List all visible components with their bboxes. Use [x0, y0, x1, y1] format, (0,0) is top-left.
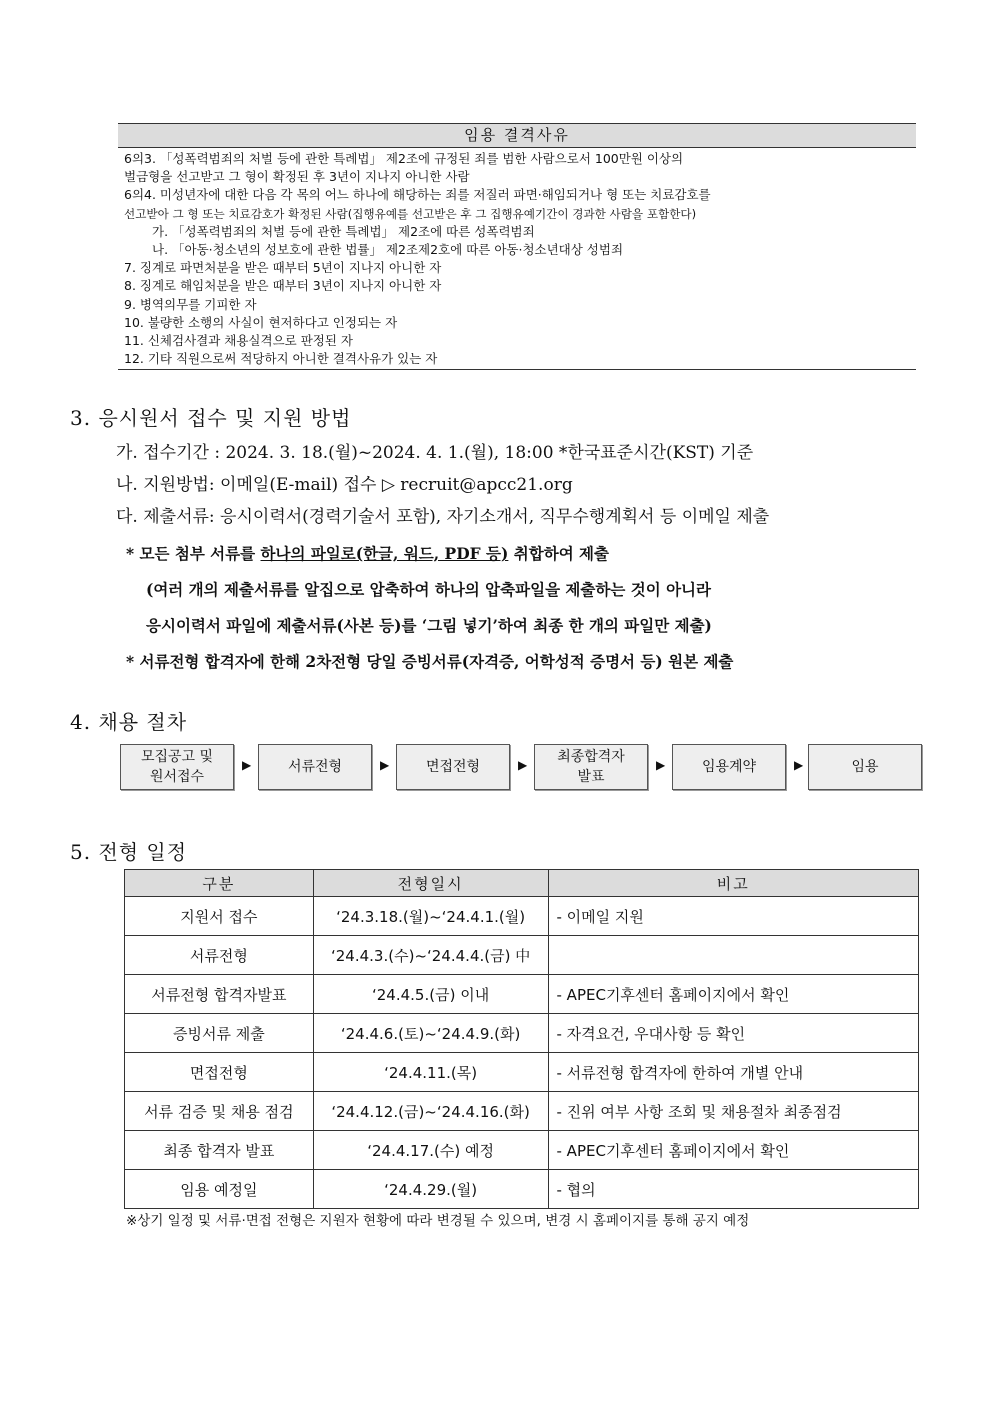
table-row — [125, 1053, 919, 1092]
date-cell: ‘24.4.12.(금)~‘24.4.16.(화) — [313, 1092, 548, 1131]
table-header-row — [125, 870, 919, 897]
disqualification-box — [118, 123, 916, 370]
required-documents: 다. 제출서류: 응시이력서(경력기술서 포함), 자기소개서, 직무수행계획서 등 이메일 제출 — [116, 507, 770, 527]
disqualification-line: 가. 「성폭력범죄의 처벌 등에 관한 특례법」 제2조에 따른 성폭력범죄 — [152, 223, 535, 239]
remark-cell: - 서류전형 합격자에 한하여 개별 안내 — [548, 1053, 919, 1092]
process-step: 모집공고 및 원서접수 — [120, 744, 234, 790]
remark-cell: - 협의 — [548, 1170, 919, 1209]
table-row — [125, 975, 919, 1014]
disqualification-line: 선고받아 그 형 또는 치료감호가 확정된 사람(집행유예를 선고받은 후 그 집행유예기간이 경과한 사람을 포함한다) — [124, 206, 697, 221]
column-header: 비고 — [548, 870, 919, 897]
remark-cell: - 자격요건, 우대사항 등 확인 — [548, 1014, 919, 1053]
submission-note-1: * 모든 첨부 서류를 하나의 파일로(한글, 워드, PDF 등) 취합하여 제출 — [126, 544, 610, 563]
submission-note-2: (여러 개의 제출서류를 알집으로 압축하여 하나의 압축파일을 제출하는 것이 아니라 — [146, 580, 711, 599]
table-row — [125, 1092, 919, 1131]
remark-cell: - APEC기후센터 홈페이지에서 확인 — [548, 1131, 919, 1170]
schedule-footnote: ※상기 일정 및 서류·면접 전형은 지원자 현황에 따라 변경될 수 있으며, 변경 시 홈페이지를 통해 공지 예정 — [126, 1213, 750, 1229]
submission-note-3: 응시이력서 파일에 제출서류(사본 등)를 ‘그림 넣기’하여 최종 한 개의 파일만 제출) — [146, 616, 712, 635]
section4-title: 4. 채용 절차 — [70, 710, 188, 734]
table-row — [125, 936, 919, 975]
submission-note-4: * 서류전형 합격자에 한해 2차전형 당일 증빙서류(자격증, 어학성적 증명서 등) 원본 제출 — [126, 652, 734, 671]
date-cell: ‘24.4.17.(수) 예정 — [313, 1131, 548, 1170]
disqualification-line: 9. 병역의무를 기피한 자 — [124, 296, 257, 312]
process-step: 면접전형 — [396, 744, 510, 790]
table-row — [125, 897, 919, 936]
process-step: 최종합격자 발표 — [534, 744, 648, 790]
remark-cell — [548, 936, 919, 975]
stage-cell: 최종 합격자 발표 — [125, 1131, 314, 1170]
date-cell: ‘24.4.29.(월) — [313, 1170, 548, 1209]
disqualification-list — [118, 148, 916, 369]
process-step: 임용 — [808, 744, 922, 790]
process-step: 임용계약 — [672, 744, 786, 790]
application-period: 가. 접수기간 : 2024. 3. 18.(월)~2024. 4. 1.(월), 18:00 *한국표준시간(KST) 기준 — [116, 443, 754, 463]
remark-cell: - APEC기후센터 홈페이지에서 확인 — [548, 975, 919, 1014]
application-method: 나. 지원방법: 이메일(E-mail) 접수 ▷ recruit@apcc21.org — [116, 475, 573, 495]
date-cell: ‘24.4.6.(토)~‘24.4.9.(화) — [313, 1014, 548, 1053]
column-header: 전형일시 — [313, 870, 548, 897]
arrow-right-icon: ▶ — [794, 758, 804, 772]
stage-cell: 서류전형 — [125, 936, 314, 975]
disqualification-line: 6의4. 미성년자에 대한 다음 각 목의 어느 하나에 해당하는 죄를 저질러 파면·해임되거나 형 또는 치료감호를 — [124, 187, 711, 203]
recruitment-process-flow — [120, 744, 920, 790]
stage-cell: 면접전형 — [125, 1053, 314, 1092]
disqualification-line: 8. 징계로 해임처분을 받은 때부터 3년이 지나지 아니한 자 — [124, 278, 442, 294]
disqualification-line: 11. 신체검사결과 채용실격으로 판정된 자 — [124, 333, 353, 349]
disqualification-line: 6의3. 「성폭력범죄의 처벌 등에 관한 특례법」 제2조에 규정된 죄를 범한 사람으로서 100만원 이상의 — [124, 151, 684, 166]
disqualification-line: 나. 「아동·청소년의 성보호에 관한 법률」 제2조제2호에 따른 아동·청소년대상 성범죄 — [152, 242, 624, 258]
table-row — [125, 1131, 919, 1170]
section3-title: 3. 응시원서 접수 및 지원 방법 — [70, 406, 352, 430]
disqualification-line: 7. 징계로 파면처분을 받은 때부터 5년이 지나지 아니한 자 — [124, 260, 442, 276]
table-row — [125, 1170, 919, 1209]
remark-cell: - 진위 여부 사항 조회 및 채용절차 최종점검 — [548, 1092, 919, 1131]
disqualification-line: 12. 기타 직원으로써 적당하지 아니한 결격사유가 있는 자 — [124, 351, 438, 367]
arrow-right-icon: ▶ — [656, 758, 666, 772]
date-cell: ‘24.4.5.(금) 이내 — [313, 975, 548, 1014]
stage-cell: 증빙서류 제출 — [125, 1014, 314, 1053]
stage-cell: 임용 예정일 — [125, 1170, 314, 1209]
date-cell: ‘24.4.3.(수)~‘24.4.4.(금) 中 — [313, 936, 548, 975]
process-step: 서류전형 — [258, 744, 372, 790]
arrow-right-icon: ▶ — [380, 758, 390, 772]
date-cell: ‘24.4.11.(목) — [313, 1053, 548, 1092]
date-cell: ‘24.3.18.(월)~‘24.4.1.(월) — [313, 897, 548, 936]
schedule-table — [124, 869, 919, 1209]
column-header: 구분 — [125, 870, 314, 897]
disqualification-line: 벌금형을 선고받고 그 형이 확정된 후 3년이 지나지 아니한 사람 — [124, 169, 470, 185]
stage-cell: 지원서 접수 — [125, 897, 314, 936]
stage-cell: 서류전형 합격자발표 — [125, 975, 314, 1014]
arrow-right-icon: ▶ — [242, 758, 252, 772]
arrow-right-icon: ▶ — [518, 758, 528, 772]
table-row — [125, 1014, 919, 1053]
remark-cell: - 이메일 지원 — [548, 897, 919, 936]
stage-cell: 서류 검증 및 채용 점검 — [125, 1092, 314, 1131]
disqualification-line: 10. 불량한 소행의 사실이 현저하다고 인정되는 자 — [124, 314, 398, 330]
section5-title: 5. 전형 일정 — [70, 840, 188, 864]
disqualification-title: 임용 결격사유 — [118, 124, 916, 148]
